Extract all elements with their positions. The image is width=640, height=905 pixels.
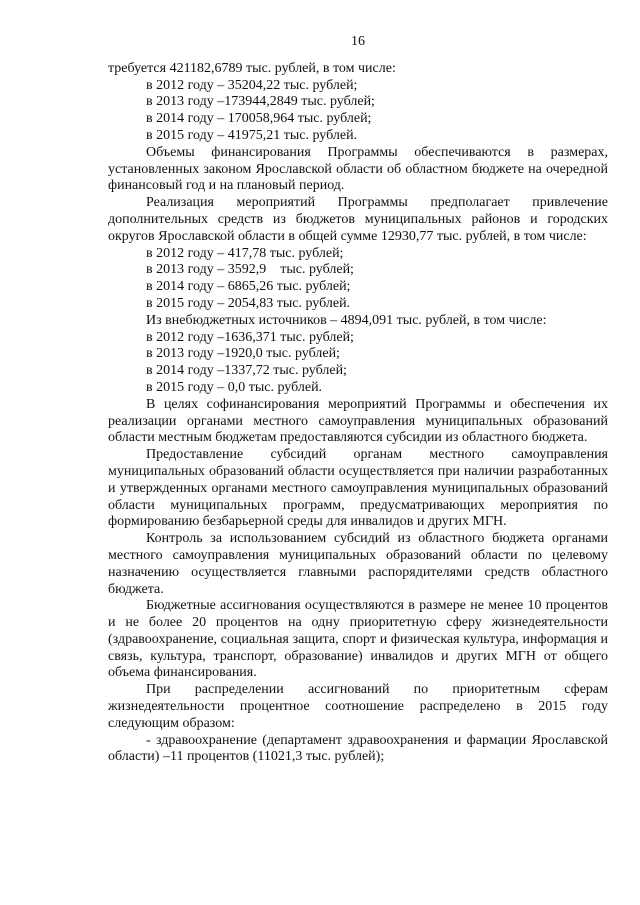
paragraph: Бюджетные ассигнования осуществляются в размере не менее 10 процентов и не более 20 процентов на одну приоритетную сферу жизнедеятельности (здравоохранение, социальная защита, спорт и физическая культура, информация и связь, культура, транспорт, образование) инвалидов и других МГН от общего объема финансирования. [108,598,608,681]
paragraph: При распределении ассигнований по приоритетным сферам жизнедеятельности процентное соотношение распределено в 2015 году следующим образом: [108,682,608,731]
list-item: в 2013 году –173944,2849 тыс. рублей; [146,94,375,110]
list-item: в 2012 году – 35204,22 тыс. рублей; [146,77,358,93]
list-item: в 2014 году – 6865,26 тыс. рублей; [146,279,351,295]
document-page [108,34,608,766]
paragraph: Контроль за использованием субсидий из областного бюджета органами местного самоуправления муниципальных образований области по целевому назначению осуществляется главными распорядителями средств областного бюджета. [108,531,608,597]
paragraph: - здравоохранение (департамент здравоохранения и фармации Ярославской области) –11 процентов (11021,3 тыс. рублей); [108,732,608,765]
text-line: требуется 421182,6789 тыс. рублей, в том числе: [108,60,396,76]
list-item: в 2013 году – 3592,9 тыс. рублей; [146,262,354,278]
list-item: в 2015 году – 0,0 тыс. рублей. [146,379,323,395]
list-item: в 2015 году – 41975,21 тыс. рублей. [146,127,358,143]
paragraph: Предоставление субсидий органам местного самоуправления муниципальных образований области осуществляется при наличии разработанных и утвержденных органами местного самоуправления муниципальных образований области муниципальных программ, предусматривающих мероприятия по формированию безбарьерной среды для инвалидов и других МГН. [108,447,608,530]
list-item: в 2014 году –1337,72 тыс. рублей; [146,363,347,379]
paragraph: Объемы финансирования Программы обеспечиваются в размерах, установленных законом Ярославской области об областном бюджете на очередной финансовый год и на плановый период. [108,144,608,194]
paragraph: В целях софинансирования мероприятий Программы и обеспечения их реализации органами местного самоуправления муниципальных образований области местным бюджетам предоставляются субсидии из областного бюджета. [108,396,608,446]
list-item: в 2013 году –1920,0 тыс. рублей; [146,346,340,362]
page-number: 16 [351,34,365,49]
list-item: в 2015 году – 2054,83 тыс. рублей. [146,295,351,311]
list-item: в 2014 году – 170058,964 тыс. рублей; [146,111,372,127]
list-item: в 2012 году –1636,371 тыс. рублей; [146,329,354,345]
paragraph: Реализация мероприятий Программы предполагает привлечение дополнительных средств из бюджетов муниципальных районов и городских округов Ярославской области в общей сумме 12930,77 тыс. рублей, в том числе: [108,195,608,244]
list-item: в 2012 году – 417,78 тыс. рублей; [146,245,344,261]
text-line: Из внебюджетных источников – 4894,091 тыс. рублей, в том числе: [146,312,547,328]
